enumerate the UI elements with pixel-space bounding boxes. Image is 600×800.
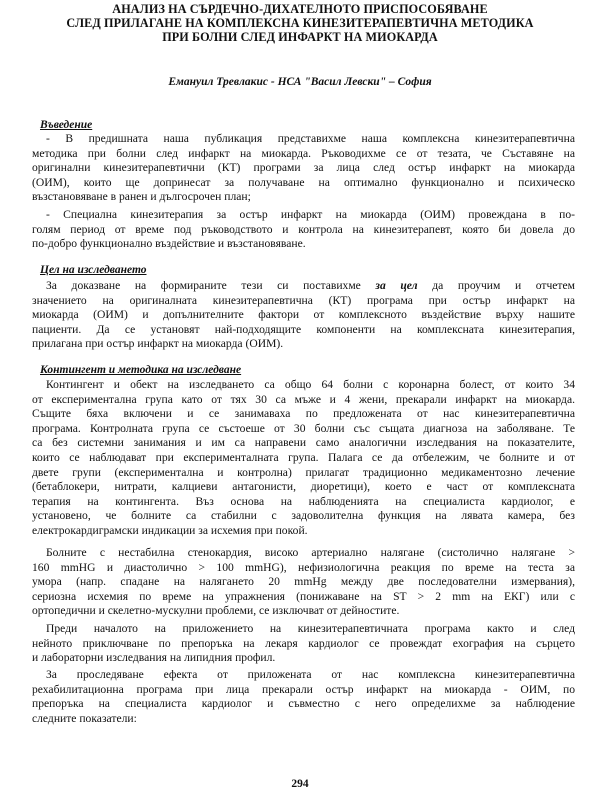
goal-paragraph bbox=[32, 279, 575, 352]
goal-text-start: За доказване на формираните тези си поставихме bbox=[46, 279, 361, 292]
text-line: (ОИМ), които ще допринесат за получаване на оптимално функционално и психическо bbox=[32, 175, 575, 189]
text-line: Същите бяха включени и се занимаваха по предложената от нас кинезитерапевтична bbox=[32, 407, 575, 421]
method-paragraph-3 bbox=[32, 622, 575, 666]
text-line: от експериментална група като от тях 30 са мъже и 4 жени, прекарали инфаркт на миокарда. bbox=[32, 392, 575, 406]
text-line: прилагана при остър инфаркт на миокарда (ОИМ). bbox=[32, 337, 284, 351]
goal-emphasis: за цел bbox=[375, 279, 418, 292]
document-title bbox=[40, 2, 560, 44]
title-line-1: АНАЛИЗ НА СЪРДЕЧНО-ДИХАТЕЛНОТО ПРИСПОСОБЯВАНЕ bbox=[112, 2, 488, 16]
text-line: по-добро функционално въздействие и възстановяване. bbox=[32, 237, 306, 251]
text-line: препоръка на специалиста кардиолог и съвместно с него определихме за наблюдение bbox=[32, 697, 575, 711]
intro-paragraph-1 bbox=[32, 132, 575, 205]
text-line bbox=[32, 279, 575, 294]
method-paragraph-4 bbox=[32, 668, 575, 726]
text-line: Контингент и обект на изследването са общо 64 болни с коронарна болест, от които 34 bbox=[46, 378, 575, 391]
goal-text-end: да проучим и отчетем bbox=[432, 279, 575, 292]
text-line: и лабораторни изследвания на липидния профил. bbox=[32, 651, 276, 665]
text-line: програма. Контролната група се състоеше от 30 болни със същата диагноза на заболяване. Те bbox=[32, 421, 575, 435]
section-heading-goal: Цел на изследването bbox=[40, 264, 147, 276]
text-line: миокарда (ОИМ) и допълнителните фактори от комплексното въздействие върху нашите bbox=[32, 308, 575, 322]
text-line: Преди началото на приложението на кинезитерапевтичната програма както и след bbox=[46, 622, 575, 635]
title-line-2: СЛЕД ПРИЛАГАНЕ НА КОМПЛЕКСНА КИНЕЗИТЕРАПЕВТИЧНА МЕТОДИКА bbox=[66, 16, 534, 30]
text-line: 160 mmHG и диастолично > 100 mmHG), нефизиологична реакция по време на теста за bbox=[32, 560, 575, 574]
text-line: терапия на контингента. Въз основа на наблюденията на специалиста кардиолог, е bbox=[32, 494, 575, 508]
title-line-3: ПРИ БОЛНИ СЛЕД ИНФАРКТ НА МИОКАРДА bbox=[162, 30, 438, 44]
text-line: следните показатели: bbox=[32, 711, 137, 725]
text-line: значението на оригиналната кинезитерапевтична (КТ) програма при остър инфаркт на bbox=[32, 293, 575, 307]
section-heading-method: Контингент и методика на изследване bbox=[40, 364, 242, 376]
text-line: голям период от време под ръководството и контрола на кинезитерапевт, която би довела до bbox=[32, 222, 575, 236]
text-line: методика при болни след инфаркт на миокарда. Ръководихме се от тезата, че Съставяне на bbox=[32, 146, 575, 160]
text-line: оригинални кинезитерапевтични (КТ) програми за лица след остър инфаркт на миокарда bbox=[32, 161, 575, 175]
text-line: - Специална кинезитерапия за остър инфаркт на миокарда (ОИМ) провеждана в по- bbox=[46, 208, 575, 221]
method-paragraph-1 bbox=[32, 378, 575, 539]
text-line: които се наблюдават при експерименталната група. Палага се да отбележим, че болните и от bbox=[32, 450, 575, 464]
text-line: сериозна исхемия по време на упражнения (понижаване на ST > 2 mm на ЕКГ) или с bbox=[32, 589, 575, 603]
page-number: 294 bbox=[291, 778, 309, 790]
text-line: (бетаблокери, нитрати, калциеви антагонисти, диоретици), което е част от комплексната bbox=[32, 480, 575, 494]
method-paragraph-2 bbox=[32, 546, 575, 619]
author-line: Емануил Тревлакис - НСА "Васил Левски" – София bbox=[168, 76, 432, 88]
text-line: рехабилитационна програма при лица прекарали остър инфаркт на миокарда - ОИМ, по bbox=[32, 682, 575, 696]
text-line: двете групи (експериментална и контролна) прилагат традиционно медикаментозно лечение bbox=[32, 465, 575, 479]
text-line: нейното приключване по препоръка на лекаря кардиолог се провеждат ехография на сърцето bbox=[32, 636, 575, 650]
text-line: пациенти. Да се установят най-подходящите компоненти на комплексната кинезитерапия, bbox=[32, 322, 575, 336]
intro-paragraph-2 bbox=[32, 208, 575, 252]
text-line: електрокардиграмски индикации за исхемия при покой. bbox=[32, 523, 308, 537]
text-line: установено, че болните са стабилни с задоволителна функция на лявата камера, без bbox=[32, 509, 575, 523]
text-line: са без системни занимания и им са направени само аналогични изследвания на показателите, bbox=[32, 436, 575, 450]
text-line: За проследяване ефекта от приложената от нас комплексна кинезитерапевтична bbox=[46, 668, 575, 681]
text-line: Болните с нестабилна стенокардия, високо артериално налягане (систолично налягане > bbox=[46, 546, 575, 559]
text-line: възстановяване в ранен и дългосрочен план; bbox=[32, 190, 251, 204]
text-line: ортопедични и скелетно-мускулни проблеми, се изключват от дейностите. bbox=[32, 604, 400, 618]
section-heading-intro: Въведение bbox=[40, 119, 93, 131]
text-line: умора (напр. спадане на налягането 20 mmHg между две последователни измервания), bbox=[32, 575, 575, 589]
text-line: - В предишната наша публикация представихме наша комплексна кинезитерапевтична bbox=[46, 132, 575, 145]
